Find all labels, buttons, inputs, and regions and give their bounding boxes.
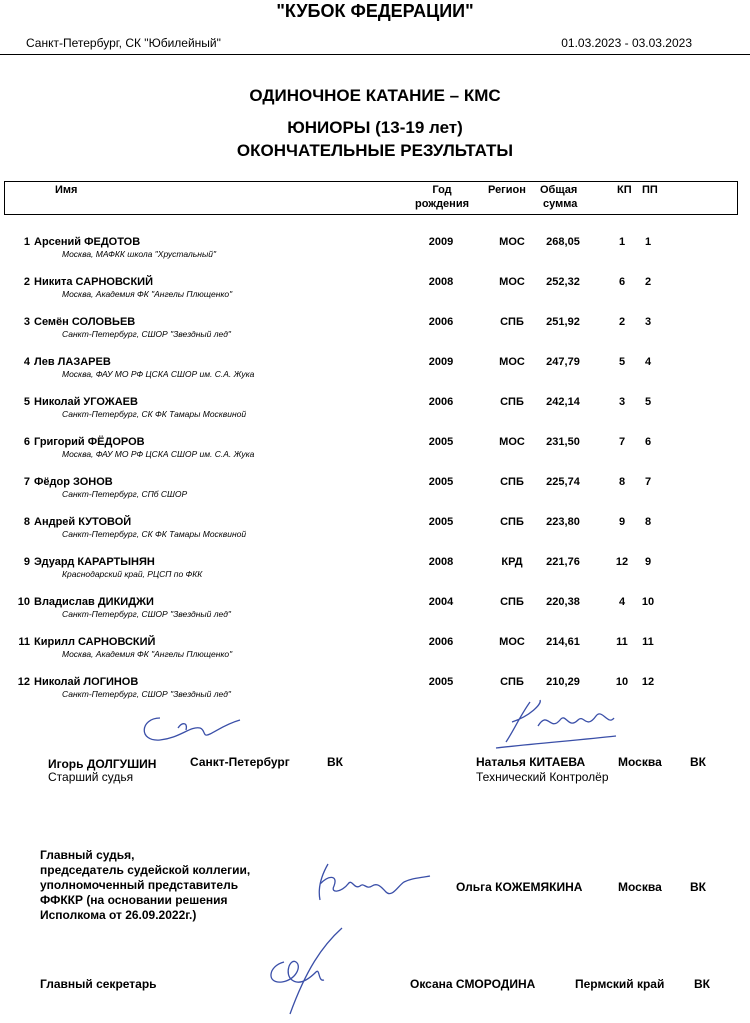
col-name: Имя <box>55 184 78 196</box>
total-score: 210,29 <box>546 676 580 688</box>
tc-role: Технический Контролёр <box>476 770 609 784</box>
region: МОС <box>499 276 525 288</box>
sp-place: 11 <box>616 636 628 648</box>
fs-place: 6 <box>644 436 652 448</box>
athlete-club: Санкт-Петербург, СК ФК Тамары Москвиной <box>62 529 247 539</box>
birth-year: 2008 <box>428 556 454 568</box>
sp-place: 2 <box>618 316 626 328</box>
fs-place: 5 <box>644 396 652 408</box>
region: КРД <box>501 556 523 568</box>
total-score: 268,05 <box>546 236 580 248</box>
col-sp: КП <box>617 184 632 196</box>
athlete-club: Москва, Академия ФК "Ангелы Плющенко" <box>62 649 233 659</box>
tc-city: Москва <box>618 755 662 769</box>
chief-judge-role-line: председатель судейской коллегии, <box>40 863 251 877</box>
athlete-name: Семён СОЛОВЬЕВ <box>34 316 136 328</box>
athlete-club: Санкт-Петербург, СПб СШОР <box>62 489 188 499</box>
results-table-header <box>4 181 738 215</box>
athlete-name: Николай ЛОГИНОВ <box>34 676 139 688</box>
chief-judge-signature <box>308 856 438 906</box>
birth-year: 2005 <box>428 476 454 488</box>
birth-year: 2005 <box>428 676 454 688</box>
table-row <box>0 396 750 430</box>
col-total: Общая <box>540 184 578 196</box>
athlete-club: Санкт-Петербург, СШОР "Звездный лед" <box>62 689 231 699</box>
region: МОС <box>499 356 525 368</box>
table-row <box>0 436 750 470</box>
total-score: 223,80 <box>546 516 580 528</box>
athlete-name: Арсений ФЕДОТОВ <box>34 236 141 248</box>
technical-controller-signature <box>490 696 620 752</box>
sp-place: 9 <box>618 516 626 528</box>
athlete-name: Никита САРНОВСКИЙ <box>34 276 153 288</box>
sp-place: 12 <box>615 556 629 568</box>
chief-secretary-category: ВК <box>694 977 710 991</box>
athlete-name: Лев ЛАЗАРЕВ <box>34 356 111 368</box>
chief-judge-role <box>40 848 300 923</box>
fs-place: 8 <box>644 516 652 528</box>
fs-place: 11 <box>642 636 654 648</box>
col-total-line2: сумма <box>543 198 578 210</box>
fs-place: 7 <box>644 476 652 488</box>
row-rank: 6 <box>23 436 30 448</box>
fs-place: 12 <box>641 676 655 688</box>
chief-secretary-signature <box>262 922 352 1018</box>
chief-secretary-city: Пермский край <box>575 977 665 991</box>
total-score: 221,76 <box>546 556 580 568</box>
total-score: 252,32 <box>546 276 580 288</box>
chief-judge-role-line: ФФККР (на основании решения <box>40 893 228 907</box>
birth-year: 2009 <box>428 356 454 368</box>
birth-year: 2005 <box>428 436 454 448</box>
birth-year: 2009 <box>428 236 454 248</box>
region: МОС <box>499 436 525 448</box>
athlete-name: Фёдор ЗОНОВ <box>34 476 113 488</box>
athlete-name: Эдуард КАРАРТЫНЯН <box>34 556 155 568</box>
table-row <box>0 316 750 350</box>
results-heading: ОКОНЧАТЕЛЬНЫЕ РЕЗУЛЬТАТЫ <box>236 141 514 160</box>
sp-place: 3 <box>618 396 626 408</box>
referee-city: Санкт-Петербург <box>190 755 290 769</box>
region: МОС <box>499 636 525 648</box>
chief-secretary-role: Главный секретарь <box>40 977 157 991</box>
tc-category: ВК <box>690 755 706 769</box>
region: СПБ <box>500 396 524 408</box>
col-region: Регион <box>488 184 526 196</box>
row-rank: 3 <box>23 316 30 328</box>
row-rank: 9 <box>23 556 30 568</box>
athlete-club: Санкт-Петербург, СШОР "Звездный лед" <box>62 609 231 619</box>
total-score: 225,74 <box>546 476 580 488</box>
total-score: 220,38 <box>546 596 580 608</box>
total-score: 214,61 <box>546 636 580 648</box>
sp-place: 8 <box>618 476 626 488</box>
chief-judge-role-line: Главный судья, <box>40 848 135 862</box>
birth-year: 2006 <box>428 636 454 648</box>
fs-place: 10 <box>641 596 655 608</box>
chief-judge-category: ВК <box>690 880 706 894</box>
birth-year: 2006 <box>428 316 454 328</box>
referee-signature <box>130 708 250 748</box>
total-score: 247,79 <box>546 356 580 368</box>
chief-judge-role-line: уполномоченный представитель <box>40 878 239 892</box>
chief-judge-role-line: Исполкома от 26.09.2022г.) <box>40 908 197 922</box>
sp-place: 1 <box>618 236 626 248</box>
fs-place: 1 <box>644 236 652 248</box>
total-score: 231,50 <box>546 436 580 448</box>
fs-place: 3 <box>644 316 652 328</box>
event-dates: 01.03.2023 - 03.03.2023 <box>561 36 692 50</box>
region: СПБ <box>500 476 524 488</box>
row-rank: 10 <box>17 596 30 608</box>
sp-place: 10 <box>615 676 629 688</box>
chief-judge-name: Ольга КОЖЕМЯКИНА <box>456 880 583 894</box>
athlete-name: Григорий ФЁДОРОВ <box>34 436 145 448</box>
region: МОС <box>499 236 525 248</box>
total-score: 251,92 <box>546 316 580 328</box>
athlete-club: Москва, ФАУ МО РФ ЦСКА СШОР им. С.А. Жука <box>62 369 255 379</box>
athlete-club: Краснодарский край, РЦСП по ФКК <box>62 569 203 579</box>
table-row <box>0 596 750 630</box>
sp-place: 7 <box>618 436 626 448</box>
athlete-name: Николай УГОЖАЕВ <box>34 396 138 408</box>
referee-name: Игорь ДОЛГУШИН <box>48 757 157 771</box>
table-row <box>0 636 750 670</box>
region: СПБ <box>500 676 524 688</box>
chief-secretary-name: Оксана СМОРОДИНА <box>410 977 536 991</box>
header-divider <box>0 54 750 55</box>
event-title: "КУБОК ФЕДЕРАЦИИ" <box>276 1 474 21</box>
table-row <box>0 676 750 710</box>
athlete-name: Андрей КУТОВОЙ <box>34 516 132 528</box>
row-rank: 2 <box>23 276 30 288</box>
table-row <box>0 356 750 390</box>
venue: Санкт-Петербург, СК "Юбилейный" <box>26 36 221 50</box>
table-row <box>0 516 750 550</box>
sp-place: 5 <box>618 356 626 368</box>
table-row <box>0 276 750 310</box>
athlete-name: Кирилл САРНОВСКИЙ <box>34 636 156 648</box>
athlete-club: Москва, Академия ФК "Ангелы Плющенко" <box>62 289 233 299</box>
row-rank: 8 <box>23 516 30 528</box>
fs-place: 2 <box>644 276 652 288</box>
category-heading: ЮНИОРЫ (13-19 лет) <box>287 118 463 137</box>
region: СПБ <box>500 516 524 528</box>
row-rank: 12 <box>17 676 30 688</box>
chief-judge-city: Москва <box>618 880 662 894</box>
sp-place: 4 <box>618 596 626 608</box>
row-rank: 7 <box>23 476 30 488</box>
total-score: 242,14 <box>546 396 580 408</box>
athlete-club: Москва, МАФКК школа "Хрустальный" <box>62 249 216 259</box>
birth-year: 2006 <box>428 396 454 408</box>
athlete-club: Москва, ФАУ МО РФ ЦСКА СШОР им. С.А. Жука <box>62 449 255 459</box>
row-rank: 4 <box>23 356 30 368</box>
table-row <box>0 556 750 590</box>
birth-year: 2004 <box>428 596 454 608</box>
sp-place: 6 <box>618 276 626 288</box>
birth-year: 2008 <box>428 276 454 288</box>
birth-year: 2005 <box>428 516 454 528</box>
fs-place: 4 <box>644 356 652 368</box>
referee-role: Старший судья <box>48 770 134 784</box>
tc-name: Наталья КИТАЕВА <box>476 755 586 769</box>
fs-place: 9 <box>644 556 652 568</box>
col-year: Год <box>432 184 452 196</box>
region: СПБ <box>500 596 524 608</box>
discipline-heading: ОДИНОЧНОЕ КАТАНИЕ – КМС <box>249 86 501 105</box>
athlete-club: Санкт-Петербург, СК ФК Тамары Москвиной <box>62 409 247 419</box>
table-row <box>0 236 750 270</box>
referee-category: ВК <box>327 755 343 769</box>
table-row <box>0 476 750 510</box>
row-rank: 11 <box>18 636 30 648</box>
row-rank: 5 <box>23 396 30 408</box>
athlete-club: Санкт-Петербург, СШОР "Звездный лед" <box>62 329 231 339</box>
col-year-line2: рождения <box>414 198 470 210</box>
row-rank: 1 <box>23 236 30 248</box>
athlete-name: Владислав ДИКИДЖИ <box>34 596 154 608</box>
region: СПБ <box>500 316 524 328</box>
col-fs: ПП <box>642 184 658 196</box>
